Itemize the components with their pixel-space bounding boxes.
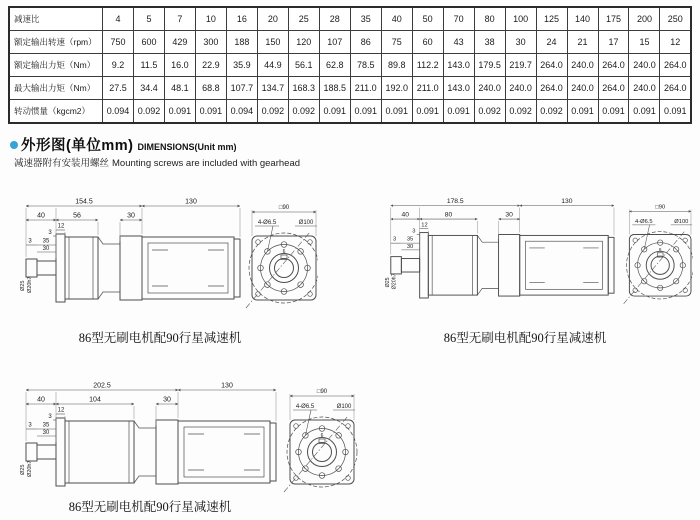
spec-cell: 240.0 [567, 54, 598, 77]
dim-gear: 104 [89, 396, 101, 404]
spec-cell: 30 [505, 31, 536, 54]
dim-s30: 30 [42, 430, 50, 436]
gear-spec-table [8, 6, 692, 124]
front-view [284, 389, 357, 492]
spec-cell: 0.094 [103, 100, 134, 124]
dim-s3: 3 [393, 236, 397, 243]
spec-cell: 68.8 [195, 77, 226, 100]
spec-cell: 264.0 [536, 77, 567, 100]
spec-cell: 240.0 [505, 77, 536, 100]
spec-cell: 86 [350, 31, 381, 54]
shaft-dia-1: Ø25 [20, 280, 26, 291]
spec-cell: 44.9 [257, 54, 288, 77]
shaft-dia-2: Ø20h7 [27, 460, 33, 477]
shaft-dia-2: Ø20h7 [27, 276, 33, 293]
spec-cell: 0.091 [660, 100, 691, 124]
spec-row-label: 减速比 [9, 7, 103, 31]
spec-cell: 70 [443, 7, 474, 31]
spec-cell: 264.0 [660, 77, 691, 100]
spec-cell: 240.0 [474, 77, 505, 100]
spec-cell: 0.092 [257, 100, 288, 124]
dim-gear: 56 [73, 212, 81, 220]
spec-cell: 80 [474, 7, 505, 31]
dim-keyway: 6 [658, 247, 662, 253]
dim-bolt-circle: Ø100 [674, 218, 689, 225]
drawing-2-svg [383, 196, 693, 323]
bullet-icon [10, 141, 18, 149]
spec-cell: 107.7 [226, 77, 257, 100]
table-row [9, 31, 691, 54]
spec-row-label: 额定输出转速（rpm） [9, 31, 103, 54]
spec-cell: 48.1 [164, 77, 195, 100]
spec-cell: 429 [164, 31, 195, 54]
dimension-lines [385, 198, 691, 289]
spec-cell: 600 [133, 31, 164, 54]
spec-cell: 168.3 [288, 77, 319, 100]
spec-cell: 300 [195, 31, 226, 54]
dim-bolt-circle: Ø100 [298, 220, 314, 226]
spec-cell: 50 [412, 7, 443, 31]
section-subtitle-en: Mounting screws are included with gearhead [112, 158, 301, 169]
spec-cell: 143.0 [443, 54, 474, 77]
spec-cell: 40 [381, 7, 412, 31]
dim-keyway: 6 [282, 249, 286, 255]
spec-cell: 264.0 [598, 77, 629, 100]
dim-adapter: 30 [505, 211, 513, 219]
dim-square: □90 [316, 389, 328, 395]
spec-cell: 0.091 [598, 100, 629, 124]
shaft-dia-1: Ø25 [384, 277, 391, 288]
spec-cell: 211.0 [412, 77, 443, 100]
dimension-lines [20, 199, 316, 294]
dim-holes: 4-Ø6.5 [257, 220, 277, 226]
spec-cell: 150 [257, 31, 288, 54]
dim-motor: 130 [185, 198, 197, 206]
spec-cell: 0.091 [567, 100, 598, 124]
spec-cell: 120 [288, 31, 319, 54]
spec-cell: 17 [598, 31, 629, 54]
spec-cell: 750 [103, 31, 134, 54]
dim-keyway: 6 [320, 433, 324, 439]
spec-cell: 24 [536, 31, 567, 54]
spec-cell: 0.092 [474, 100, 505, 124]
section-subtitle [14, 155, 300, 169]
spec-cell: 89.8 [381, 54, 412, 77]
side-view [26, 234, 240, 302]
spec-row-label: 最大输出力矩（Nm） [9, 77, 103, 100]
spec-cell: 140 [567, 7, 598, 31]
section-title-cn: 外形图(单位mm) [21, 138, 134, 154]
front-view [246, 205, 318, 308]
table-row [9, 7, 691, 31]
dim-s35: 35 [42, 238, 50, 245]
spec-cell: 0.092 [288, 100, 319, 124]
section-title-en: DIMENSIONS(Unit mm) [137, 142, 237, 152]
spec-cell: 35.9 [226, 54, 257, 77]
spec-cell: 112.2 [412, 54, 443, 77]
dim-3: 3 [412, 228, 416, 235]
dim-s30: 30 [42, 246, 50, 252]
spec-cell: 0.091 [443, 100, 474, 124]
spec-cell: 134.7 [257, 77, 288, 100]
dimension-drawing-2 [383, 196, 693, 328]
shaft-dia-2: Ø20h7 [391, 273, 398, 290]
spec-cell: 264.0 [660, 54, 691, 77]
spec-cell: 264.0 [598, 54, 629, 77]
spec-cell: 0.091 [381, 100, 412, 124]
drawing-2-caption: 86型无刷电机配90行星减速机 [443, 331, 607, 345]
dim-3: 3 [48, 414, 52, 420]
spec-cell: 75 [381, 31, 412, 54]
spec-cell: 0.092 [536, 100, 567, 124]
table-row [9, 54, 691, 77]
side-view [26, 418, 276, 486]
spec-cell: 264.0 [536, 54, 567, 77]
spec-cell: 12 [660, 31, 691, 54]
spec-cell: 219.7 [505, 54, 536, 77]
spec-cell: 250 [660, 7, 691, 31]
dim-adapter: 30 [163, 396, 171, 404]
spec-cell: 0.092 [505, 100, 536, 124]
dim-3: 3 [48, 230, 52, 236]
spec-cell: 25 [288, 7, 319, 31]
dim-s35: 35 [406, 236, 414, 243]
spec-row-label: 转动惯量（kgcm2） [9, 100, 103, 124]
spec-cell: 0.091 [412, 100, 443, 124]
spec-cell: 188.5 [319, 77, 350, 100]
dim-gear: 80 [444, 211, 453, 219]
dim-holes: 4-Ø6.5 [295, 404, 315, 410]
spec-cell: 0.091 [195, 100, 226, 124]
spec-row-label: 额定输出力矩（Nm） [9, 54, 103, 77]
dim-bolt-circle: Ø100 [336, 404, 352, 410]
spec-cell: 107 [319, 31, 350, 54]
spec-cell: 11.5 [133, 54, 164, 77]
dim-shaft: 40 [37, 212, 45, 220]
dim-total: 202.5 [93, 382, 111, 390]
front-view [624, 205, 693, 304]
spec-cell: 175 [598, 7, 629, 31]
dim-motor: 130 [221, 382, 233, 390]
spec-cell: 0.091 [629, 100, 660, 124]
spec-cell: 192.0 [381, 77, 412, 100]
spec-cell: 16 [226, 7, 257, 31]
dim-square: □90 [278, 205, 290, 211]
dim-holes: 4-Ø6.5 [635, 218, 653, 225]
dim-shaft: 40 [401, 211, 409, 219]
spec-cell: 200 [629, 7, 660, 31]
dim-shaft: 40 [37, 396, 45, 404]
spec-cell: 9.2 [103, 54, 134, 77]
spec-cell: 15 [629, 31, 660, 54]
dim-total: 178.5 [446, 198, 464, 206]
spec-cell: 125 [536, 7, 567, 31]
drawing-3-caption: 86型无刷电机配90行星减速机 [68, 500, 232, 514]
spec-cell: 0.091 [350, 100, 381, 124]
spec-cell: 35 [350, 7, 381, 31]
spec-cell: 188 [226, 31, 257, 54]
dim-motor: 130 [561, 198, 573, 206]
table-row [9, 100, 691, 124]
dim-flange: 12 [421, 222, 428, 229]
spec-cell: 240.0 [629, 77, 660, 100]
table-row [9, 77, 691, 100]
dim-flange: 12 [57, 223, 65, 230]
spec-cell: 0.091 [319, 100, 350, 124]
spec-cell: 10 [195, 7, 226, 31]
spec-cell: 4 [103, 7, 134, 31]
spec-cell: 28 [319, 7, 350, 31]
spec-cell: 78.5 [350, 54, 381, 77]
dimension-drawing-1 [18, 196, 318, 333]
drawing-1-caption: 86型无刷电机配90行星减速机 [78, 331, 242, 345]
spec-cell: 143.0 [443, 77, 474, 100]
side-view [391, 233, 614, 298]
spec-cell: 21 [567, 31, 598, 54]
drawing-1-svg [18, 196, 318, 328]
spec-cell: 179.5 [474, 54, 505, 77]
spec-cell: 240.0 [629, 54, 660, 77]
dimension-lines [20, 383, 354, 478]
spec-cell: 211.0 [350, 77, 381, 100]
spec-cell: 100 [505, 7, 536, 31]
dim-s30: 30 [406, 243, 414, 250]
spec-cell: 16.0 [164, 54, 195, 77]
dim-s3: 3 [28, 422, 32, 429]
dim-s3: 3 [28, 238, 32, 245]
spec-cell: 0.091 [164, 100, 195, 124]
spec-cell: 62.8 [319, 54, 350, 77]
section-header [10, 134, 236, 155]
spec-cell: 60 [412, 31, 443, 54]
spec-cell: 34.4 [133, 77, 164, 100]
drawing-3-svg [18, 380, 358, 512]
spec-cell: 43 [443, 31, 474, 54]
spec-cell: 5 [133, 7, 164, 31]
spec-cell: 27.5 [103, 77, 134, 100]
spec-cell: 0.094 [226, 100, 257, 124]
spec-cell: 22.9 [195, 54, 226, 77]
spec-cell: 56.1 [288, 54, 319, 77]
spec-cell: 7 [164, 7, 195, 31]
dim-square: □90 [655, 204, 666, 211]
spec-cell: 0.092 [133, 100, 164, 124]
dim-flange: 12 [57, 407, 65, 414]
section-subtitle-cn: 减速器附有安装用螺丝 [14, 158, 110, 169]
dim-s35: 35 [42, 422, 50, 429]
spec-cell: 38 [474, 31, 505, 54]
spec-cell: 240.0 [567, 77, 598, 100]
shaft-dia-1: Ø25 [20, 464, 26, 475]
spec-cell: 20 [257, 7, 288, 31]
dim-total: 154.5 [75, 198, 93, 206]
dim-adapter: 30 [127, 212, 135, 220]
